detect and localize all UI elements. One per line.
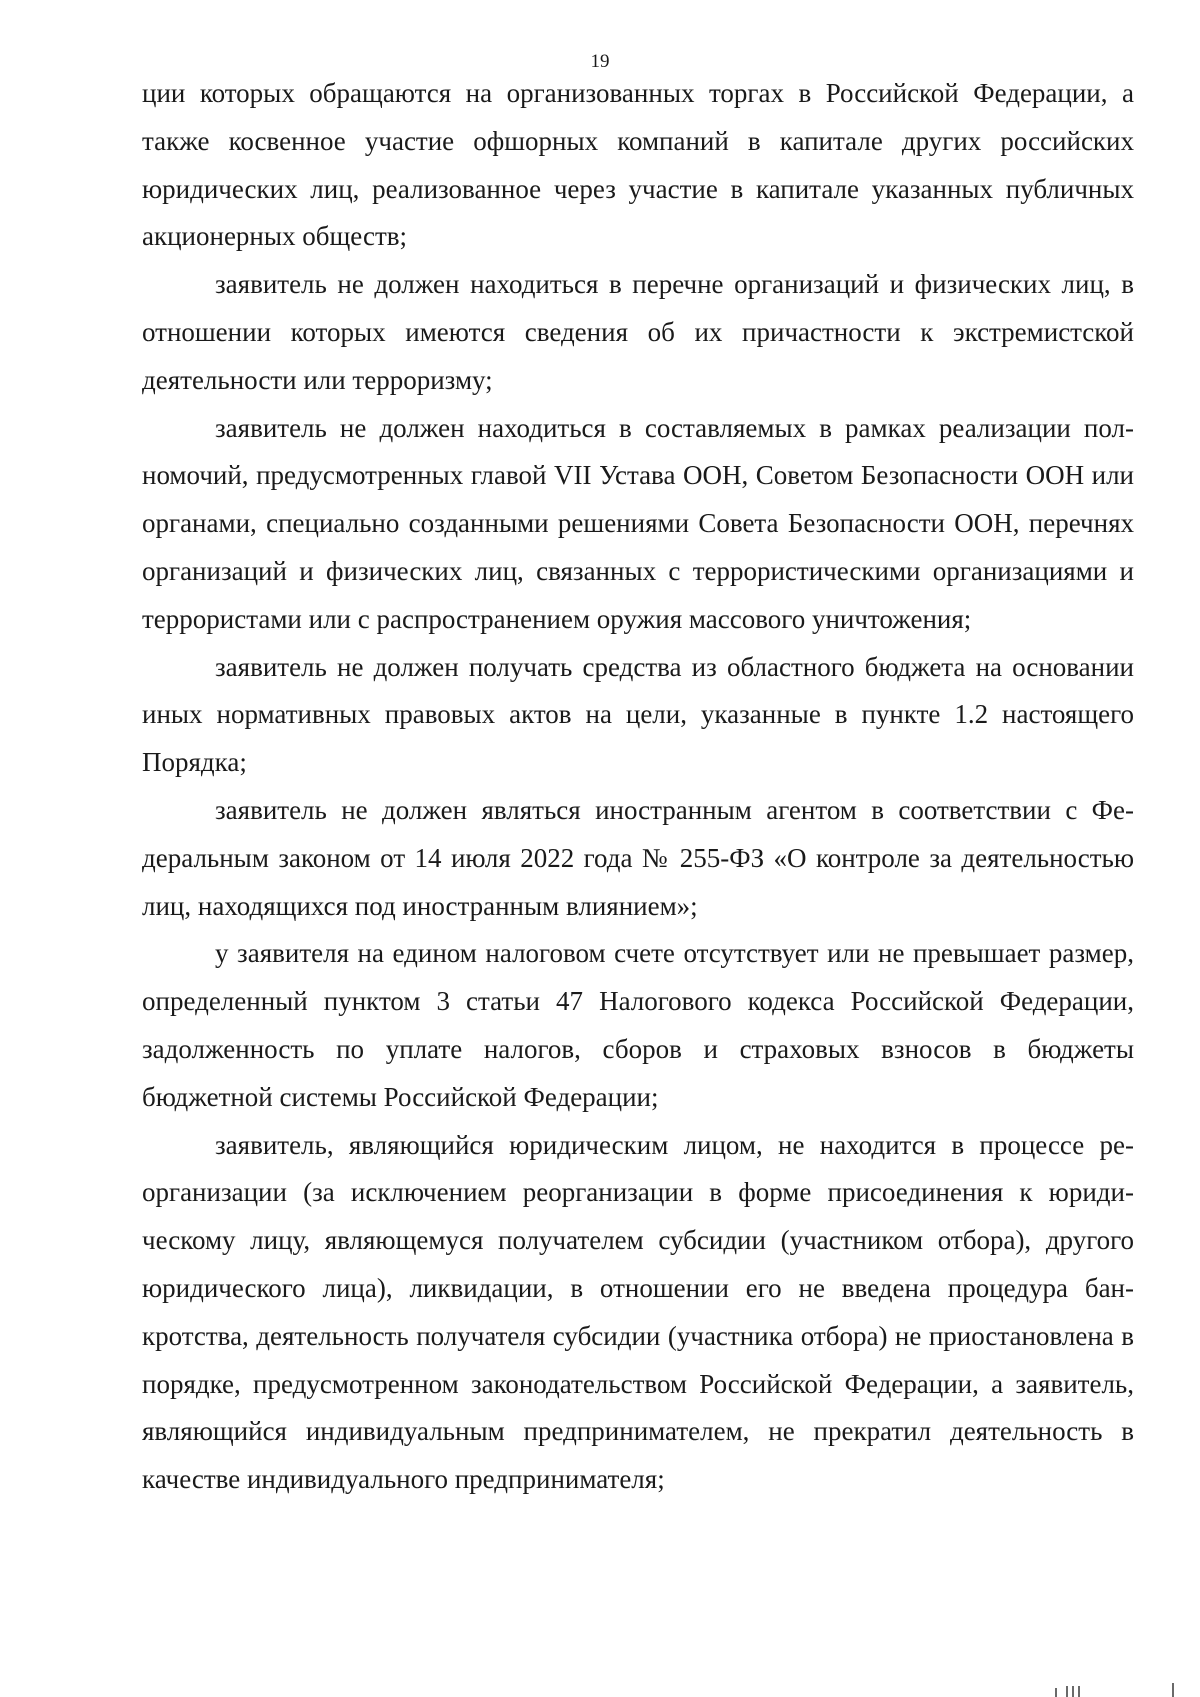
scan-artifact-mark <box>1055 1688 1057 1697</box>
scan-artifact-mark <box>1066 1686 1068 1697</box>
paragraph-reorganization: заявитель, являющийся юридическим лицом, не находится в процессе реорганизации (за исключением реорганизации в форме присоединения к юридическому лицу, являющемуся получателем субсидии (участником отбора), другого юридического лица), ликвидации, в отношении его не введена процедура банкротства, деятельность получателя субсидии (участника отбора) не приостановлена в порядке, предусмотренном законодательством Российской Федерации, а заявитель, являющийся индивидуальным предпринимателем, не прекратил деятельность в качестве индивидуального предпринимателя; <box>142 1129 1134 1495</box>
page-number: 19 <box>590 51 610 72</box>
scan-artifact-mark <box>1172 1683 1174 1697</box>
paragraph-extremism-list: заявитель не должен находиться в перечне организаций и физических лиц, в отношении которых имеются сведения об их причастности к экстремистской деятельности или терроризму; <box>142 269 1134 395</box>
paragraph-regional-budget: заявитель не должен получать средства из областного бюджета на основании иных нормативных правовых актов на цели, указанные в пункте 1.2 настоящего Порядка; <box>142 651 1134 778</box>
paragraph-continuation: ции которых обращаются на организованных торгах в Российской Федерации, а также косвенное участие офшорных компаний в капитале других российских юридических лиц, реализованное через участие в капитале указанных публичных акционерных обществ; <box>142 78 1134 252</box>
document-body <box>142 70 1134 1504</box>
scan-artifact-mark <box>1072 1686 1074 1697</box>
paragraph-foreign-agent: заявитель не должен являться иностранным агентом в соответствии с Федеральным законом от 14 июля 2022 года № 255-ФЗ «О контроле за деятельностью лиц, находящихся под иностранным влиянием»; <box>142 794 1134 921</box>
scan-artifact-mark <box>1078 1686 1080 1697</box>
paragraph-tax-debt: у заявителя на едином налоговом счете отсутствует или не превышает размер, определенный пунктом 3 статьи 47 Налогового кодекса Российской Федерации, задолженность по уплате налогов, сборов и страховых взносов в бюджеты бюджетной системы Российской Федерации; <box>142 938 1134 1112</box>
paragraph-un-sanctions-list: заявитель не должен находиться в составляемых в рамках реализации полномочий, предусмотренных главой VII Устава ООН, Советом Безопасности ООН или органами, специально созданными решениями Совета Безопасности ООН, перечнях организаций и физических лиц, связанных с террористическими организациями и террористами или с распространением оружия массового уничтожения; <box>142 412 1134 634</box>
